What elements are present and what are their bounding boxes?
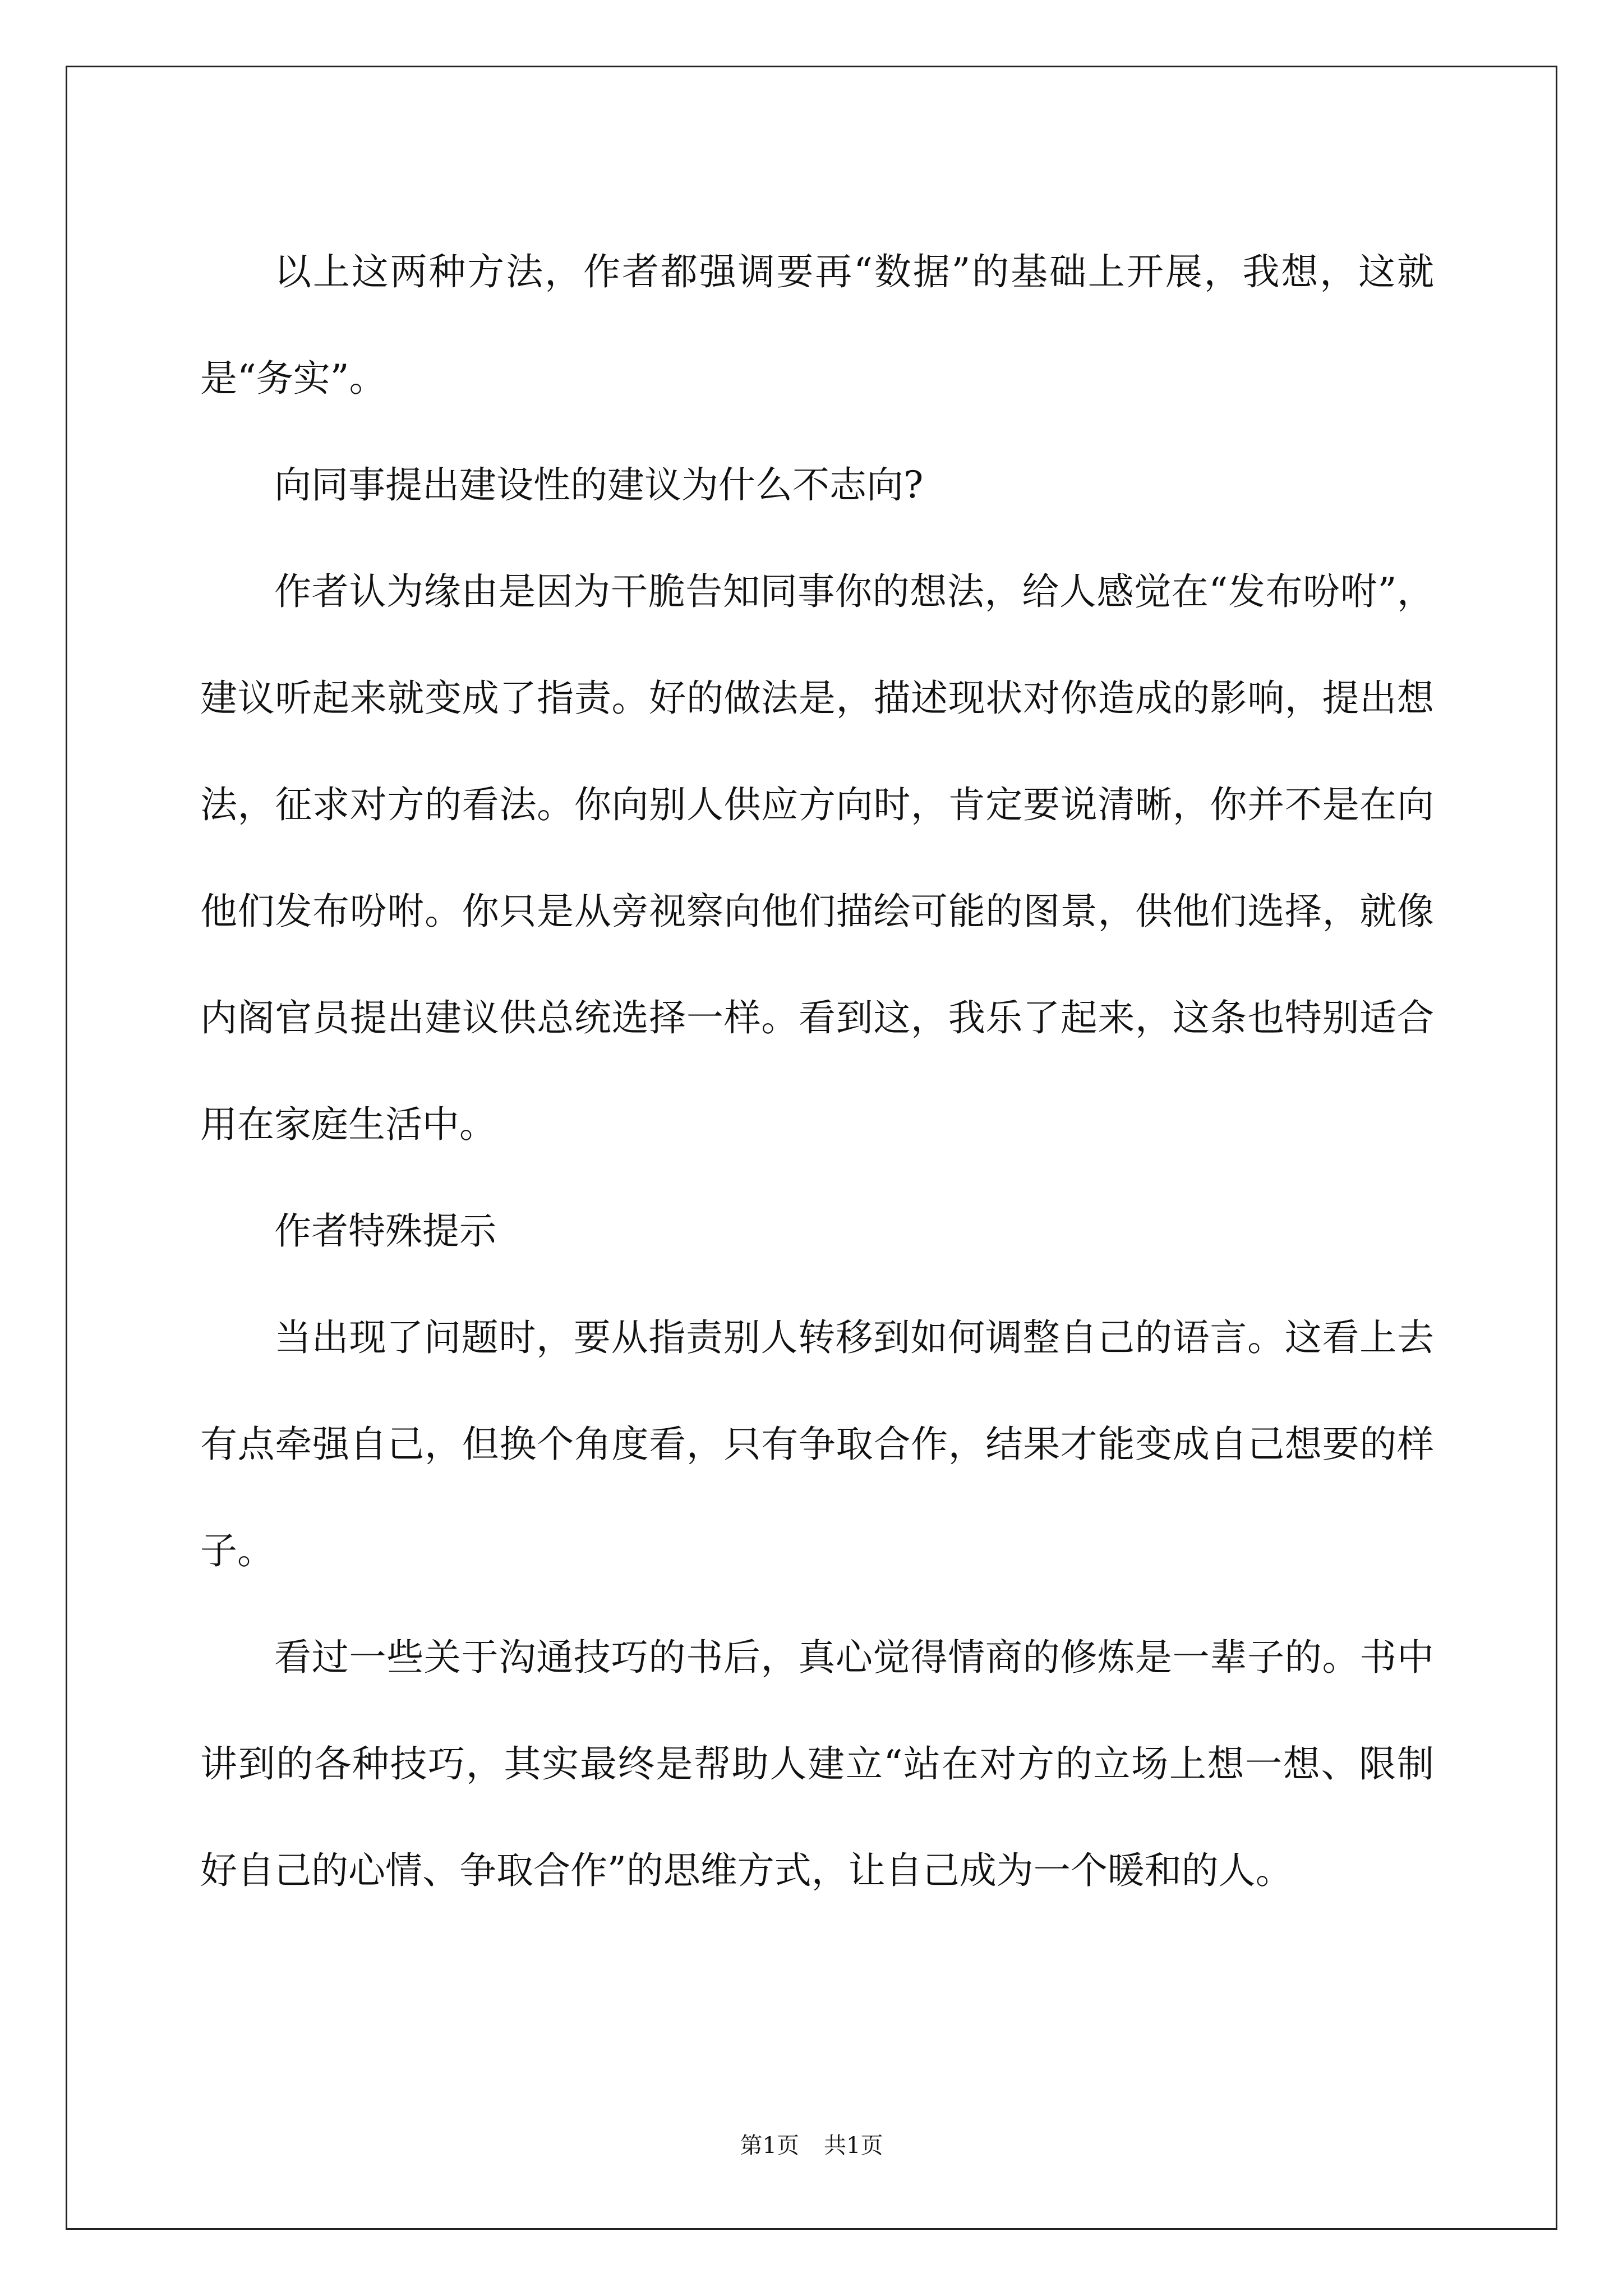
paragraph: 以上这两种方法，作者都强调要再“数据”的基础上开展，我想，这就是“务实”。 (200, 250, 1434, 400)
page-footer (0, 2128, 1623, 2160)
page-number: 第1页 (740, 2133, 799, 2159)
paragraph: 作者认为缘由是因为干脆告知同事你的想法，给人感觉在“发布吩咐”，建议听起来就变成了指责。好的做法是，描述现状对你造成的影响，提出想法，征求对方的看法。你向别人供应方向时，肯定要说清晰，你并不是在向他们发布吩咐。你只是从旁视察向他们描绘可能的图景，供他们选择，就像内阁官员提出建议供总统选择一样。看到这，我乐了起来，这条也特别适合用在家庭生活中。 (200, 570, 1434, 1146)
document-body (200, 219, 1434, 1924)
paragraph: 当出现了问题时，要从指责别人转移到如何调整自己的语言。这看上去有点牵强自己，但换个角度看，只有争取合作，结果才能变成自己想要的样子。 (200, 1316, 1434, 1572)
page-total: 共1页 (824, 2133, 883, 2159)
paragraph: 向同事提出建设性的建议为什么不志向? (274, 463, 924, 507)
paragraph: 看过一些关于沟通技巧的书后，真心觉得情商的修炼是一辈子的。书中讲到的各种技巧，其实最终是帮助人建立“站在对方的立场上想一想、限制好自己的心情、争取合作”的思维方式，让自己成为一个暖和的人。 (200, 1636, 1434, 1892)
paragraph: 作者特殊提示 (274, 1209, 496, 1253)
